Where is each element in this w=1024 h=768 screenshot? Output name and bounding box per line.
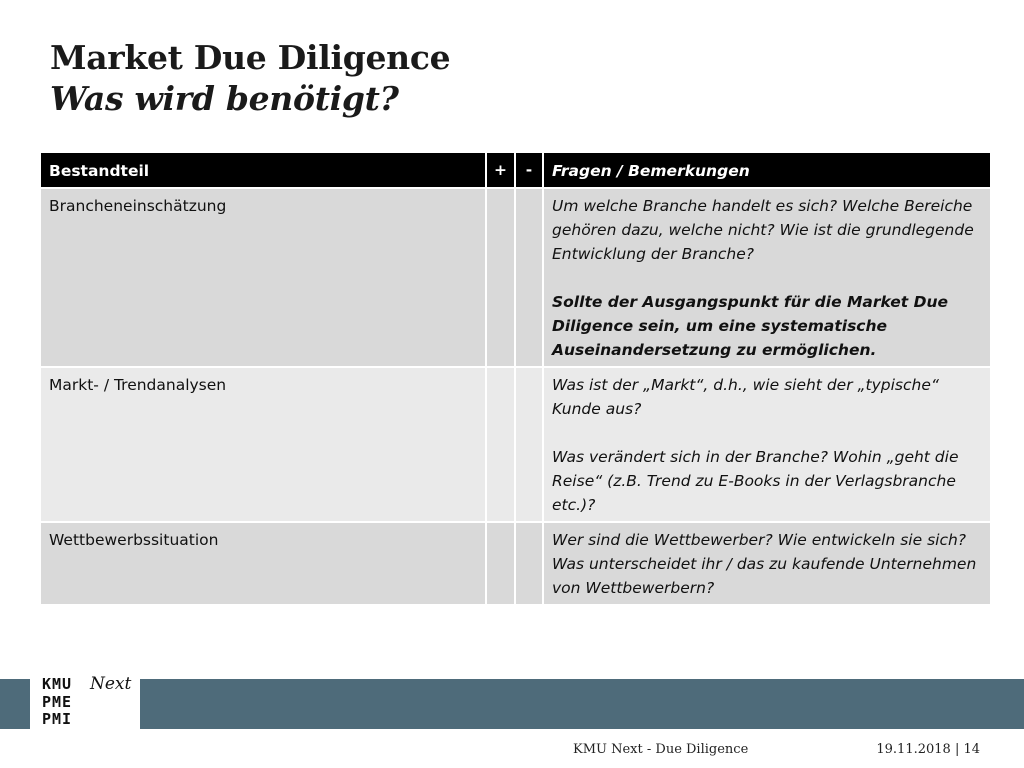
component-cell: Markt- / Trendanalysen (40, 367, 486, 522)
header-component: Bestandteil (40, 152, 486, 188)
minus-cell (515, 188, 543, 367)
questions-cell (543, 188, 991, 367)
header-questions: Fragen / Bemerkungen (543, 152, 991, 188)
logo-next-text: Next (90, 674, 132, 694)
plus-cell (486, 367, 515, 522)
questions-note: Sollte der Ausgangspunkt für die Market Due Diligence sein, um eine systematische Auseinandersetzung zu ermöglichen. (552, 293, 948, 359)
component-cell: Brancheneinschätzung (40, 188, 486, 367)
due-diligence-table (39, 151, 992, 606)
component-cell: Wettbewerbssituation (40, 522, 486, 605)
footer-date-page: 19.11.2018 | 14 (876, 742, 980, 757)
table-row (40, 367, 991, 522)
plus-cell (486, 522, 515, 605)
table-row (40, 522, 991, 605)
logo-wordmark (42, 676, 72, 729)
minus-cell (515, 367, 543, 522)
questions-paragraph: Wer sind die Wettbewerber? Wie entwickeln sie sich? Was unterscheidet ihr / das zu kaufende Unternehmen von Wettbewerbern? (552, 531, 977, 597)
questions-cell (543, 522, 991, 605)
logo-line-kmu: KMU (42, 675, 73, 693)
slide-title-block (50, 38, 450, 120)
logo-line-pme: PME (42, 692, 73, 711)
logo-line-pmi: PMI (42, 710, 73, 728)
table-row (40, 188, 991, 367)
plus-cell (486, 188, 515, 367)
header-plus: + (486, 152, 515, 188)
slide-title: Market Due Diligence (50, 38, 451, 77)
questions-paragraph: Um welche Branche handelt es sich? Welche Bereiche gehören dazu, welche nicht? Wie ist die grundlegende Entwicklung der Branche? (552, 197, 974, 263)
questions-paragraph: Was verändert sich in der Branche? Wohin „geht die Reise“ (z.B. Trend zu E-Books in der Verlagsbranche etc.)? (552, 448, 959, 514)
footer-band (0, 679, 1024, 729)
kmu-next-logo (30, 672, 140, 734)
minus-cell (515, 522, 543, 605)
footer-title: KMU Next - Due Diligence (573, 742, 749, 757)
questions-paragraph: Was ist der „Markt“, d.h., wie sieht der „typische“ Kunde aus? (552, 376, 939, 418)
slide-subtitle: Was wird benötigt? (50, 79, 399, 118)
questions-cell (543, 367, 991, 522)
table-header-row (40, 152, 991, 188)
header-minus: - (515, 152, 543, 188)
